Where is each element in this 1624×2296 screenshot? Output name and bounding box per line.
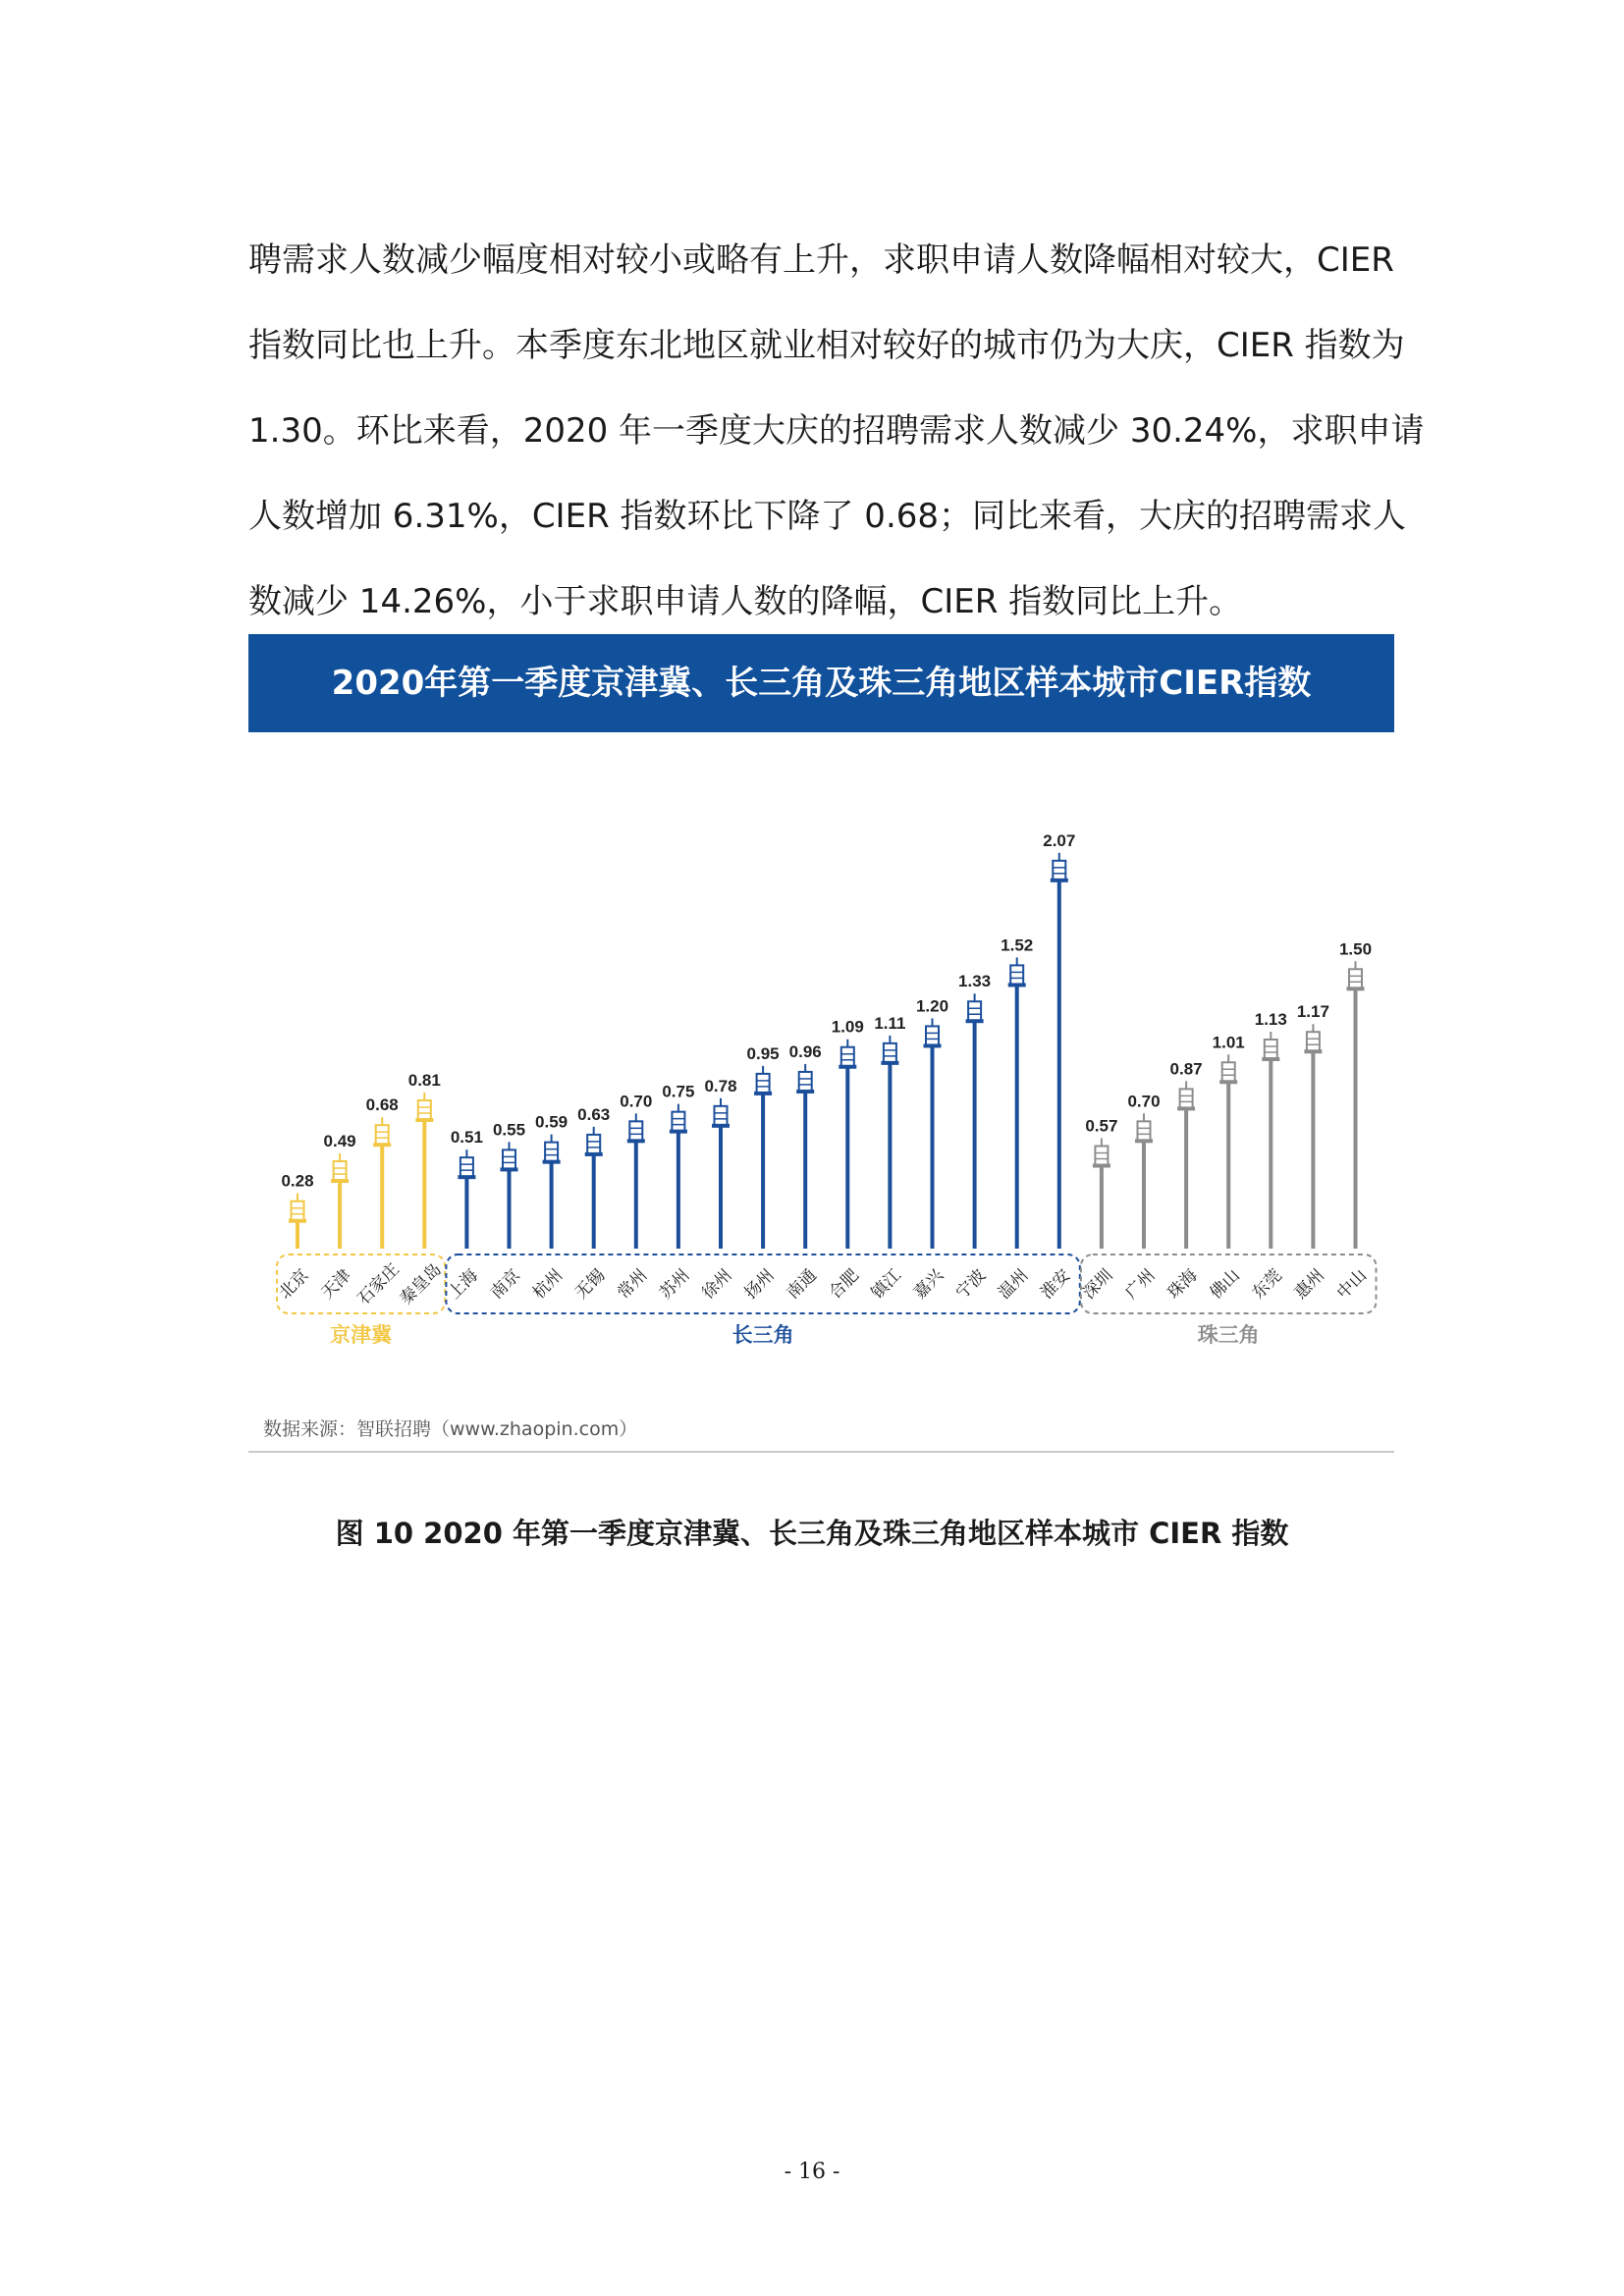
bar-value-label: 0.57: [1085, 1116, 1118, 1136]
bar-value-label: 0.55: [492, 1120, 526, 1140]
bar-cap: [799, 1072, 812, 1092]
bar-cap: [757, 1074, 770, 1094]
bar-cap: [1307, 1032, 1320, 1051]
page-number: - 16 -: [784, 2160, 840, 2184]
category-label: 天津: [317, 1265, 354, 1303]
bar-cap: [629, 1121, 642, 1141]
bar-value-label: 0.87: [1169, 1059, 1203, 1079]
bar-cap-base: [585, 1152, 603, 1156]
bar-cap-base: [1177, 1106, 1195, 1110]
bar-value-label: 0.68: [365, 1095, 399, 1115]
bar-cap-base: [1135, 1139, 1153, 1143]
category-label: 合肥: [825, 1265, 863, 1303]
bar-cap: [1180, 1089, 1193, 1108]
bar-value-label: 1.33: [958, 972, 992, 991]
bar-cap: [1053, 861, 1065, 881]
category-label: 常州: [614, 1265, 651, 1303]
bar-value-label: 1.20: [915, 996, 949, 1016]
body-line: 指数同比也上升。本季度东北地区就业相对较好的城市仍为大庆，CIER 指数为: [248, 326, 1405, 365]
bar-value-label: 0.70: [620, 1092, 653, 1111]
category-label: 中山: [1332, 1265, 1371, 1303]
category-label: 惠州: [1290, 1265, 1328, 1303]
bar-cap-base: [543, 1160, 561, 1164]
bar-cap-base: [415, 1118, 433, 1122]
category-label: 上海: [444, 1265, 482, 1303]
bar-value-label: 0.78: [704, 1076, 737, 1095]
bar-cap: [418, 1100, 431, 1120]
cier-bar-chart: [248, 746, 1394, 1406]
bar-value-label: 0.81: [407, 1071, 441, 1091]
category-label: 苏州: [656, 1265, 693, 1303]
bar-cap: [292, 1201, 304, 1221]
bar-cap: [715, 1106, 728, 1126]
source-note: 数据来源：智联招聘（www.zhaopin.com）: [263, 1418, 638, 1440]
body-line: 数减少 14.26%，小于求职申请人数的降幅，CIER 指数同比上升。: [248, 582, 1243, 621]
source-divider: [248, 1451, 1394, 1453]
bar-value-label: 1.09: [831, 1017, 864, 1037]
category-label: 南通: [783, 1265, 821, 1303]
group-label: 珠三角: [1197, 1324, 1260, 1347]
body-line: 人数增加 6.31%，CIER 指数环比下降了 0.68；同比来看，大庆的招聘需求人: [248, 497, 1407, 536]
body-line: 聘需求人数减少幅度相对较小或略有上升，求职申请人数降幅相对较大，CIER: [248, 240, 1394, 280]
category-label: 深圳: [1079, 1265, 1116, 1303]
bar-value-label: 1.13: [1254, 1009, 1287, 1029]
category-label: 镇江: [867, 1265, 905, 1303]
body-line: 1.30。环比来看，2020 年一季度大庆的招聘需求人数减少 30.24%，求职申请: [248, 411, 1425, 451]
category-label: 北京: [275, 1265, 312, 1303]
bar-cap: [884, 1043, 896, 1063]
bar-value-label: 0.75: [662, 1082, 695, 1101]
category-label: 石家庄: [353, 1259, 404, 1308]
category-label: 东莞: [1248, 1265, 1286, 1303]
bar-value-label: 0.96: [788, 1041, 822, 1061]
bar-cap-base: [1008, 983, 1026, 987]
category-label: 杭州: [528, 1265, 567, 1303]
bar-value-label: 1.11: [874, 1013, 906, 1033]
category-label: 秦皇岛: [396, 1259, 446, 1308]
bar-cap-base: [1219, 1080, 1237, 1084]
bar-value-label: 2.07: [1043, 830, 1076, 850]
bar-value-label: 0.95: [746, 1043, 780, 1063]
bar-value-label: 0.49: [323, 1132, 356, 1151]
bar-cap-base: [966, 1019, 984, 1023]
group-label: 长三角: [731, 1324, 794, 1347]
figure-caption: 图 10 2020 年第一季度京津冀、长三角及珠三角地区样本城市 CIER 指数: [335, 1517, 1289, 1550]
bar-cap: [587, 1135, 600, 1154]
category-label: 扬州: [740, 1265, 778, 1303]
chart-banner: [248, 634, 1394, 732]
bar-cap: [545, 1143, 558, 1162]
bar-cap: [376, 1125, 389, 1145]
body-text: [248, 218, 1425, 645]
bar-cap: [1265, 1040, 1277, 1059]
bar-value-label: 0.63: [577, 1104, 611, 1124]
group-label: 京津冀: [330, 1324, 393, 1347]
category-label: 宁波: [951, 1265, 990, 1303]
bar-cap: [926, 1026, 939, 1045]
bar-cap-base: [1051, 879, 1068, 882]
bar-cap-base: [924, 1043, 942, 1047]
category-label: 淮安: [1037, 1265, 1074, 1303]
bar-cap-base: [839, 1065, 856, 1069]
bar-cap: [841, 1047, 854, 1067]
bar-cap-base: [627, 1139, 645, 1143]
category-label: 南京: [486, 1265, 524, 1303]
bar-cap-base: [373, 1143, 391, 1147]
bar-value-label: 1.17: [1296, 1002, 1329, 1022]
category-label: 佛山: [1206, 1265, 1244, 1303]
bar-cap-base: [1304, 1049, 1322, 1053]
bar-cap: [1138, 1121, 1151, 1141]
bar-cap: [968, 1001, 981, 1021]
bar-cap-base: [796, 1090, 814, 1094]
bar-cap-base: [1347, 987, 1365, 990]
bar-cap: [672, 1112, 684, 1132]
category-label: 温州: [995, 1265, 1032, 1303]
category-label: 无锡: [571, 1265, 609, 1303]
bar-value-label: 0.59: [535, 1112, 568, 1132]
category-label: 徐州: [698, 1265, 735, 1303]
bar-value-label: 1.50: [1338, 939, 1373, 959]
bar-cap-base: [289, 1219, 306, 1223]
chart-title: 2020年第一季度京津冀、长三角及珠三角地区样本城市CIER指数: [331, 664, 1312, 703]
bar-cap-base: [881, 1061, 898, 1065]
bar-cap: [503, 1149, 515, 1169]
bar-cap: [460, 1157, 473, 1177]
bar-cap-base: [458, 1175, 475, 1179]
bar-cap-base: [331, 1179, 349, 1183]
bar-cap: [1349, 969, 1362, 988]
bar-cap-base: [501, 1167, 518, 1171]
bar-cap-base: [754, 1092, 772, 1095]
bar-cap-base: [1262, 1057, 1279, 1061]
bar-value-label: 0.28: [281, 1171, 314, 1191]
category-label: 嘉兴: [909, 1265, 947, 1303]
bar-cap: [1095, 1147, 1108, 1166]
bar-value-label: 1.01: [1212, 1033, 1245, 1052]
bar-value-label: 0.51: [450, 1128, 483, 1148]
bar-value-label: 1.52: [1001, 935, 1034, 955]
category-label: 珠海: [1164, 1265, 1201, 1303]
bar-value-label: 0.70: [1127, 1092, 1161, 1111]
bar-cap-base: [1093, 1164, 1110, 1168]
category-label: 广州: [1121, 1265, 1159, 1303]
bar-cap: [1010, 965, 1023, 985]
bar-cap-base: [712, 1124, 730, 1128]
bar-cap: [1222, 1062, 1235, 1082]
bar-cap-base: [670, 1130, 687, 1134]
bar-cap: [334, 1161, 347, 1181]
